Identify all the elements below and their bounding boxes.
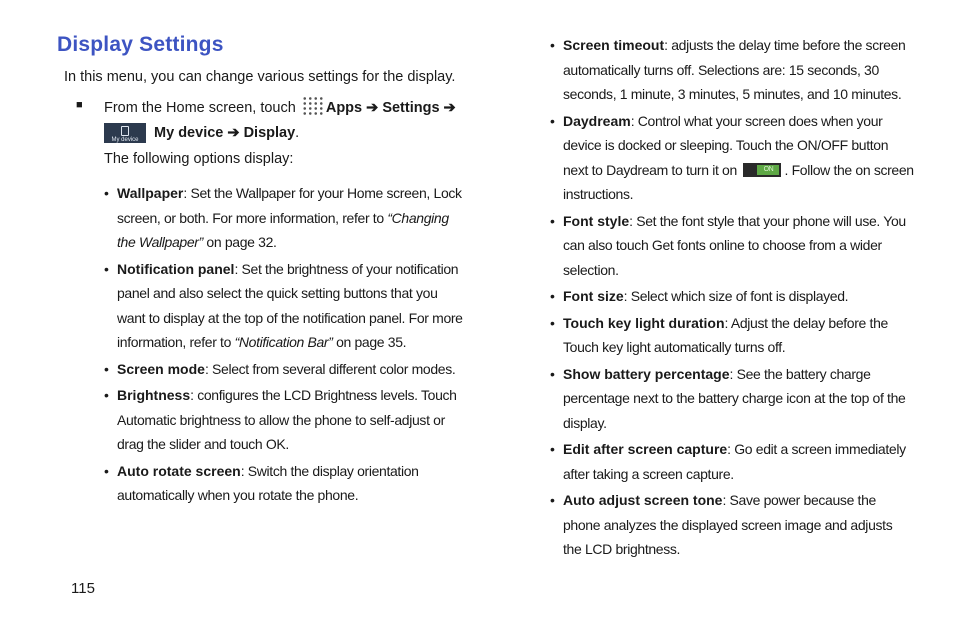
intro-text: In this menu, you can change various settings for the display. xyxy=(64,69,456,85)
navigation-step: From the Home screen, touch Apps ➔ Settings ➔ My device My device ➔ Display. xyxy=(104,96,474,146)
page-title: Display Settings xyxy=(57,33,224,56)
apps-grid-icon xyxy=(302,96,324,116)
arrow-icon: ➔ xyxy=(443,100,456,116)
option-auto-rotate: • Auto rotate screen: Switch the display orientation automatically when you rotate the phone. xyxy=(104,459,464,508)
right-options-list xyxy=(550,33,914,564)
option-screen-timeout: • Screen timeout: adjusts the delay time before the screen automatically turns off. Selections are: 15 seconds, 30 seconds, 1 minute, 3 minutes, 5 minutes, and 10 minutes. xyxy=(550,33,914,107)
square-bullet-icon: ■ xyxy=(76,99,83,111)
step-display: Display xyxy=(243,125,296,141)
step-apps: Apps xyxy=(325,100,363,116)
options-intro: The following options display: xyxy=(104,151,294,167)
my-device-icon: My device xyxy=(104,123,146,143)
option-screen-mode: • Screen mode: Select from several different color modes. xyxy=(104,357,464,382)
on-toggle-icon: ON xyxy=(743,163,781,177)
option-font-style: • Font style: Set the font style that your phone will use. You can also touch Get fonts online to choose from a wider selection. xyxy=(550,209,914,283)
option-touch-key-light: • Touch key light duration: Adjust the delay before the Touch key light automatically turns off. xyxy=(550,311,914,360)
option-battery-percentage: • Show battery percentage: See the battery charge percentage next to the battery charge icon at the top of the display. xyxy=(550,362,914,436)
option-daydream: • Daydream: Control what your screen does when your device is docked or sleeping. Touch the ON/OFF button next to Daydream to turn it on ON . Follow the on screen instructions. xyxy=(550,109,914,207)
step-prefix: From the Home screen, touch xyxy=(104,100,296,116)
option-notification-panel: • Notification panel: Set the brightness of your notification panel and also select the quick setting buttons that you want to display at the top of the notification panel. For more information, refer to “Notification Bar” on page 35. xyxy=(104,257,464,355)
option-auto-screen-tone: • Auto adjust screen tone: Save power because the phone analyzes the displayed screen image and adjusts the LCD brightness. xyxy=(550,488,914,562)
page-number: 115 xyxy=(71,580,95,597)
step-settings: Settings xyxy=(382,100,440,116)
option-edit-after-capture: • Edit after screen capture: Go edit a screen immediately after taking a screen capture. xyxy=(550,437,914,486)
option-brightness: • Brightness: configures the LCD Brightness levels. Touch Automatic brightness to allow the phone to self-adjust or drag the slider and touch OK. xyxy=(104,383,464,457)
left-options-list xyxy=(104,181,464,510)
step-my-device: My device xyxy=(154,125,224,141)
option-font-size: • Font size: Select which size of font is displayed. xyxy=(550,284,914,309)
option-wallpaper: • Wallpaper: Set the Wallpaper for your Home screen, Lock screen, or both. For more information, refer to “Changing the Wallpaper” on page 32. xyxy=(104,181,464,255)
arrow-icon: ➔ xyxy=(366,100,379,116)
arrow-icon: ➔ xyxy=(227,125,240,141)
